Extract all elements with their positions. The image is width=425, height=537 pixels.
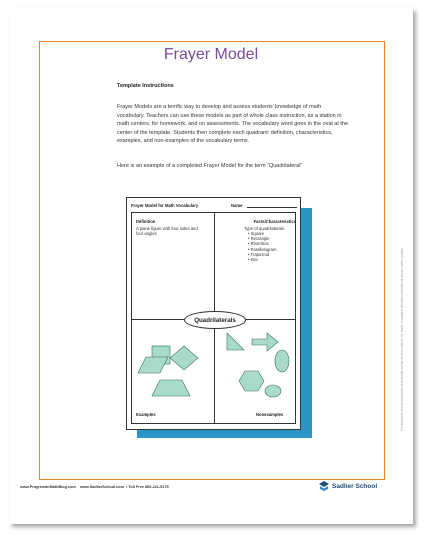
name-label: Name: [231, 203, 243, 208]
example-intro-paragraph: Here is an example of a completed Frayer Model for the term “Quadrilateral”: [117, 163, 303, 169]
center-word-oval: Quadrilaterals: [184, 311, 246, 329]
footer-phone: • Toll Free 800-221-5175: [126, 485, 169, 489]
example-parallelogram-shape: [138, 357, 168, 373]
instructions-heading: Template Instructions: [117, 83, 174, 89]
nonexample-hexagon-shape: [239, 371, 264, 391]
example-trapezoid-shape: [152, 380, 190, 396]
example-rhombus-shape: [170, 346, 198, 370]
facts-item: • Rhombus: [248, 241, 269, 247]
trademark-sidebar-text: Sadlier®, Sadlier School® are registered trademarks of William H. Sadlier, Inc. All rights reserved. May be reproduced for educational use (not commercial use).: [400, 248, 403, 432]
definition-text: A plane figure with four sides and four angles: [136, 226, 198, 237]
facts-label: Facts/Characteristics: [253, 219, 296, 224]
facts-item: • Kite: [248, 257, 258, 263]
nonexample-oval-shape: [275, 350, 289, 372]
facts-intro: Type of quadrilaterals: [244, 226, 285, 231]
facts-item: • Square: [248, 231, 265, 236]
nonexamples-label: Nonexamples: [256, 412, 284, 417]
frayer-grid: [131, 212, 296, 424]
nonexample-ellipse-shape: [265, 385, 281, 397]
definition-label: Definition: [136, 219, 156, 224]
nonexample-arrow-shape: [252, 333, 278, 351]
frayer-model-card: [126, 197, 301, 430]
sadlier-school-logo: [318, 480, 377, 492]
facts-item: • Trapezoid: [248, 251, 270, 257]
facts-item: • Rectangle: [248, 236, 270, 242]
card-header: [131, 203, 296, 208]
footer-url-progressinmath[interactable]: www.ProgressinMathBlog.com: [20, 485, 76, 489]
instructions-paragraph: Frayer Models are a terrific way to develop and assess students’ knowledge of math vocabulary. Teachers can use these models as part of whole class instruction, as a station in math centers, for homework, and on assessments. The vocabulary word goes in the oval at the center of the template. Students then complete each quadrant: definition, characteristics, examples, and non-examples of the vocabulary terms.: [117, 104, 349, 145]
card-heading: Frayer Model for Math Vocabulary: [131, 203, 199, 208]
sadlier-logo-icon: [318, 480, 330, 492]
facts-item: • Parallelogram: [248, 246, 277, 252]
nonexample-triangle-shape: [227, 333, 244, 350]
examples-label: Examples: [136, 412, 156, 417]
footer-url-sadlierschool[interactable]: www.SadlierSchool.com: [80, 485, 124, 489]
logo-text: Sadlier School: [332, 482, 378, 490]
page-title: Frayer Model: [163, 46, 259, 63]
worksheet-page: [9, 8, 413, 524]
name-line: [247, 207, 297, 208]
